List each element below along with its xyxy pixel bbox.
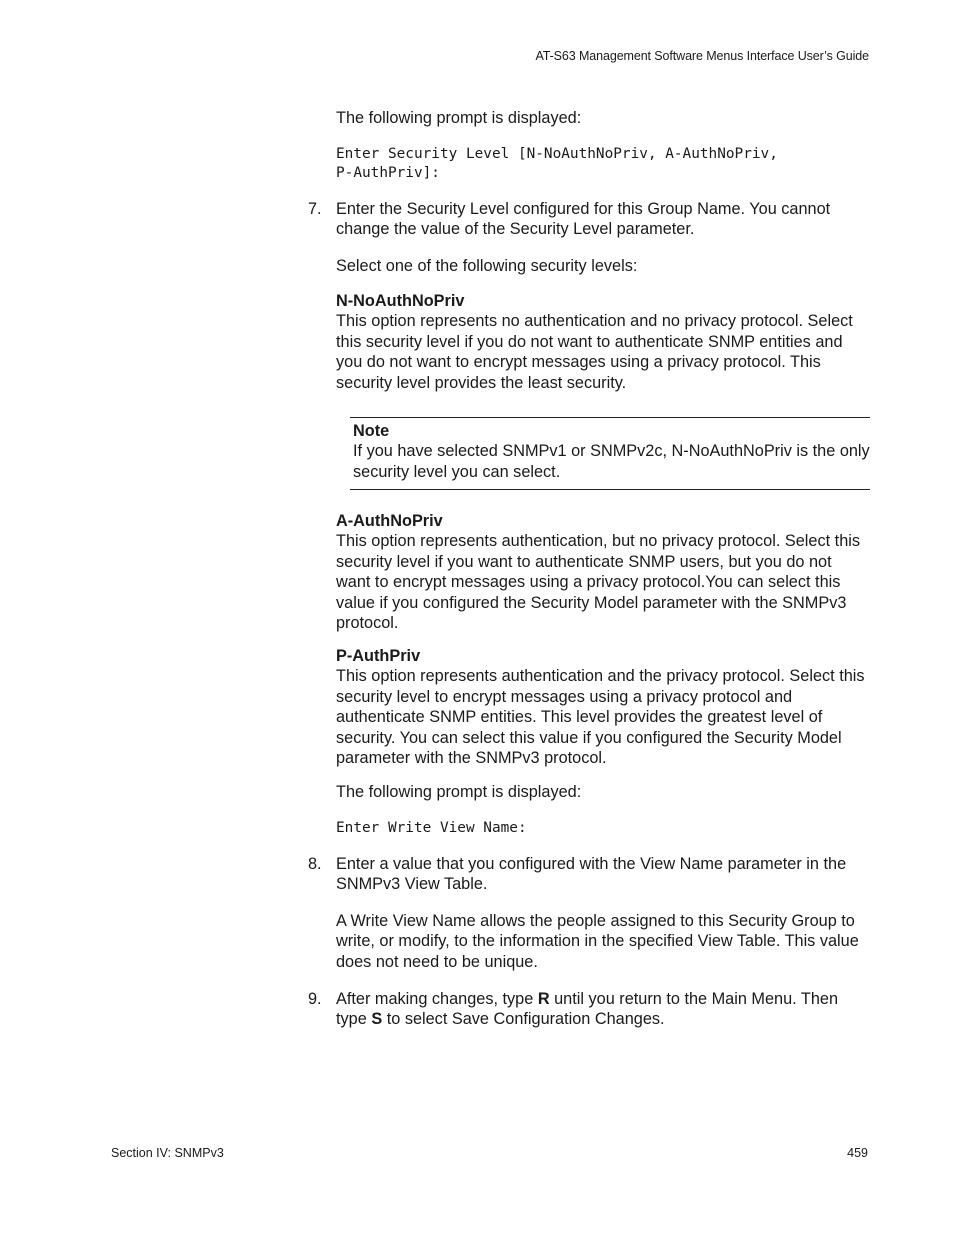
page-number: 459 [847, 1146, 868, 1160]
step-7 [308, 199, 870, 240]
step-9 [308, 989, 870, 1030]
code-line: Enter Security Level [N-NoAuthNoPriv, A-AuthNoPriv, [336, 146, 778, 162]
write-view-paragraph: A Write View Name allows the people assigned to this Security Group to write, or modify, to the information in the specified View Table. This value does not need to be unique. [336, 912, 859, 971]
key-r: R [537, 990, 550, 1008]
code-security-level-prompt [336, 145, 870, 183]
level-a-authnopriv [336, 511, 870, 633]
level-description: This option represents no authentication and no privacy protocol. Select this security level if you do not want to authenticate SNMP entities and you do not want to encrypt messages using a privacy protocol. This security level provides the least security. [336, 312, 853, 392]
note-title: Note [353, 422, 390, 440]
level-term: A-AuthNoPriv [336, 512, 443, 530]
step-text: Enter a value that you configured with the View Name parameter in the SNMPv3 View Table. [336, 855, 847, 894]
level-n-noauthnopriv [336, 291, 870, 393]
select-levels-text: Select one of the following security levels: [336, 257, 638, 275]
prompt-intro: The following prompt is displayed: [336, 109, 582, 127]
code-write-view-prompt: Enter Write View Name: [336, 820, 527, 836]
level-term: N-NoAuthNoPriv [336, 292, 465, 310]
step-number: 7. [308, 200, 322, 218]
text-run: until you return to the Main Menu. Then type [336, 990, 838, 1029]
level-term: P-AuthPriv [336, 647, 421, 665]
text-run: to select Save Configuration Changes. [382, 1010, 665, 1029]
prompt-intro: The following prompt is displayed: [336, 783, 582, 801]
note-text: If you have selected SNMPv1 or SNMPv2c, N-NoAuthNoPriv is the only security level you can select. [353, 442, 870, 481]
text-run: After making changes, type [336, 990, 538, 1008]
level-description: This option represents authentication and the privacy protocol. Select this security level to encrypt messages using a privacy protocol and authenticate SNMP entities. This level provides the greatest level of security. You can select this value if you configured the Security Model parameter with the SNMPv3 protocol. [336, 667, 865, 768]
step-number: 9. [308, 990, 322, 1008]
step-8 [308, 854, 870, 895]
level-p-authpriv [336, 646, 870, 768]
code-line: P-AuthPriv]: [336, 165, 440, 181]
step-number: 8. [308, 855, 322, 873]
step-text: Enter the Security Level configured for this Group Name. You cannot change the value of the Security Level parameter. [336, 200, 831, 239]
note-box [350, 417, 870, 490]
level-description: This option represents authentication, but no privacy protocol. Select this security level if you want to authenticate SNMP users, but you do not want to encrypt messages using a privacy protocol.You can select this value if you configured the Security Model parameter with the SNMPv3 protocol. [336, 532, 861, 633]
key-s: S [371, 1010, 383, 1029]
running-header: AT-S63 Management Software Menus Interface User’s Guide [535, 49, 869, 63]
step-text [336, 990, 838, 1028]
footer-section: Section IV: SNMPv3 [111, 1146, 224, 1160]
